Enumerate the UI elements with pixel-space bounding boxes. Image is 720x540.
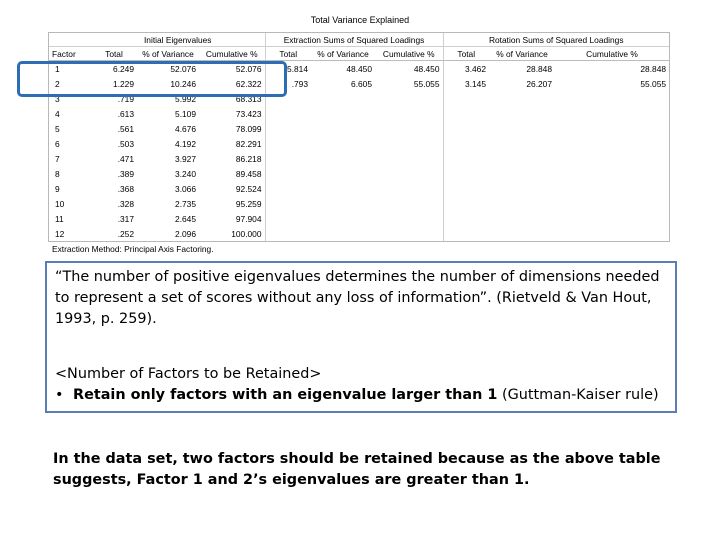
value-cell: 55.055	[640, 78, 667, 89]
value-cell	[311, 226, 375, 241]
value-cell	[265, 166, 311, 181]
value-cell: 86.218	[235, 153, 262, 164]
column-header: % of Variance	[137, 47, 199, 61]
group-header-initial: Initial Eigenvalues	[91, 33, 265, 47]
group-header-rotation: Rotation Sums of Squared Loadings	[443, 33, 669, 47]
value-cell	[265, 196, 311, 211]
retention-bullet	[55, 385, 667, 406]
value-cell: 68.313	[235, 93, 262, 104]
value-cell: .793	[265, 76, 311, 91]
value-cell	[265, 226, 311, 241]
value-cell	[311, 181, 375, 196]
table-row	[49, 121, 669, 136]
value-cell: 55.055	[413, 78, 440, 89]
value-cell: 2.096	[175, 228, 196, 239]
value-cell: 28.848	[526, 63, 552, 74]
value-cell: 4.676	[175, 123, 196, 134]
value-cell	[443, 181, 489, 196]
value-cell	[443, 136, 489, 151]
value-cell	[265, 136, 311, 151]
value-cell: .719	[117, 93, 134, 104]
factor-cell: 4	[55, 108, 60, 119]
table-row	[49, 106, 669, 121]
value-cell: 100.000	[231, 228, 262, 239]
value-cell	[555, 121, 669, 136]
value-cell	[265, 181, 311, 196]
column-header: Total	[443, 47, 489, 61]
value-cell: 89.458	[235, 168, 262, 179]
value-cell	[375, 91, 443, 106]
value-cell	[489, 121, 555, 136]
value-cell: 5.814	[265, 61, 311, 77]
value-cell	[375, 106, 443, 121]
factor-cell: 3	[55, 93, 60, 104]
factor-highlight-box	[17, 61, 287, 97]
value-cell: .471	[117, 153, 134, 164]
factor-cell: 5	[55, 123, 60, 134]
value-cell: 52.076	[170, 63, 196, 74]
value-cell: 26.207	[526, 78, 552, 89]
value-cell	[443, 106, 489, 121]
value-cell	[555, 211, 669, 226]
column-header: Cumulative %	[555, 47, 669, 61]
value-cell	[555, 106, 669, 121]
column-header: Factor	[49, 47, 91, 61]
value-cell: 5.992	[175, 93, 196, 104]
value-cell	[489, 106, 555, 121]
value-cell: .503	[117, 138, 134, 149]
value-cell	[375, 151, 443, 166]
value-cell: 62.322	[235, 78, 262, 89]
value-cell: .613	[117, 108, 134, 119]
factor-cell: 8	[55, 168, 60, 179]
value-cell: .317	[117, 213, 134, 224]
factor-cell: 7	[55, 153, 60, 164]
value-cell	[443, 121, 489, 136]
bullet-bold-text: Retain only factors with an eigenvalue larger than 1	[73, 387, 498, 403]
group-header-row	[49, 33, 669, 47]
factor-cell: 2	[55, 78, 60, 89]
value-cell	[489, 166, 555, 181]
column-header: % of Variance	[489, 47, 555, 61]
value-cell	[375, 181, 443, 196]
value-cell: 52.076	[235, 63, 262, 74]
bullet-marker: •	[55, 387, 64, 403]
quote-text: “The number of positive eigenvalues determines the number of dimensions needed to represent a set of scores without any loss of information”. (Rietveld & Van Hout, 1993, p. 259).	[55, 269, 660, 327]
value-cell: 95.259	[235, 198, 262, 209]
value-cell: 2.735	[175, 198, 196, 209]
value-cell	[555, 166, 669, 181]
value-cell	[311, 106, 375, 121]
value-cell	[375, 136, 443, 151]
value-cell: 1.229	[113, 78, 134, 89]
column-header: Cumulative %	[375, 47, 443, 61]
value-cell	[555, 136, 669, 151]
table-row	[49, 151, 669, 166]
value-cell: .561	[117, 123, 134, 134]
value-cell: 97.904	[235, 213, 262, 224]
value-cell	[443, 196, 489, 211]
value-cell	[311, 211, 375, 226]
value-cell	[311, 166, 375, 181]
value-cell: .368	[117, 183, 134, 194]
column-header-row	[49, 47, 669, 61]
factor-cell: 10	[55, 198, 65, 209]
value-cell	[265, 211, 311, 226]
value-cell: .328	[117, 198, 134, 209]
table-row	[49, 181, 669, 196]
value-cell: 10.246	[170, 78, 196, 89]
value-cell: 48.450	[346, 63, 372, 74]
value-cell: 3.240	[175, 168, 196, 179]
column-header: % of Variance	[311, 47, 375, 61]
value-cell: 82.291	[235, 138, 262, 149]
explanation-textbox	[45, 261, 677, 413]
column-header: Total	[265, 47, 311, 61]
value-cell: .252	[117, 228, 134, 239]
value-cell	[489, 211, 555, 226]
value-cell: 6.249	[113, 63, 134, 74]
value-cell	[375, 166, 443, 181]
value-cell	[443, 211, 489, 226]
table-row	[49, 196, 669, 211]
value-cell	[375, 196, 443, 211]
factor-cell: 9	[55, 183, 60, 194]
value-cell	[443, 166, 489, 181]
bullet-rule-text: (Guttman-Kaiser rule)	[497, 387, 659, 403]
value-cell	[311, 196, 375, 211]
value-cell	[489, 151, 555, 166]
factor-cell: 6	[55, 138, 60, 149]
value-cell: 28.848	[640, 63, 667, 74]
table-title: Total Variance Explained	[310, 15, 410, 25]
value-cell	[311, 151, 375, 166]
value-cell	[265, 121, 311, 136]
table-row	[49, 226, 669, 241]
value-cell	[311, 136, 375, 151]
factor-cell: 12	[55, 228, 65, 239]
value-cell: 48.450	[413, 63, 440, 74]
value-cell: 92.524	[235, 183, 262, 194]
value-cell	[555, 91, 669, 106]
value-cell	[443, 226, 489, 241]
value-cell: 3.927	[175, 153, 196, 164]
conclusion-text: In the data set, two factors should be retained because as the above table suggests, Factor 1 and 2’s eigenvalues are greater than 1.	[53, 451, 661, 488]
value-cell	[489, 226, 555, 241]
table-row	[49, 211, 669, 226]
value-cell	[489, 196, 555, 211]
value-cell: 3.462	[443, 61, 489, 77]
value-cell	[311, 91, 375, 106]
value-cell	[489, 181, 555, 196]
value-cell: 5.109	[175, 108, 196, 119]
table-row	[49, 166, 669, 181]
value-cell	[489, 91, 555, 106]
value-cell	[375, 211, 443, 226]
value-cell: 3.145	[443, 76, 489, 91]
value-cell	[555, 151, 669, 166]
value-cell	[265, 151, 311, 166]
value-cell: .389	[117, 168, 134, 179]
value-cell: 73.423	[235, 108, 262, 119]
value-cell: 2.645	[175, 213, 196, 224]
value-cell	[443, 91, 489, 106]
value-cell	[555, 226, 669, 241]
factor-cell: 11	[55, 213, 64, 224]
value-cell: 6.605	[351, 78, 372, 89]
factor-cell: 1	[55, 63, 60, 74]
table-row	[49, 136, 669, 151]
value-cell	[555, 196, 669, 211]
value-cell	[443, 151, 489, 166]
retention-heading: <Number of Factors to be Retained>	[55, 366, 322, 382]
value-cell	[375, 121, 443, 136]
value-cell	[265, 106, 311, 121]
value-cell: 78.099	[235, 123, 262, 134]
value-cell: 4.192	[175, 138, 196, 149]
value-cell: 3.066	[175, 183, 196, 194]
value-cell	[375, 226, 443, 241]
value-cell	[489, 136, 555, 151]
value-cell	[555, 181, 669, 196]
column-header: Total	[91, 47, 137, 61]
column-header: Cumulative %	[199, 47, 265, 61]
group-header-extraction: Extraction Sums of Squared Loadings	[265, 33, 443, 47]
value-cell	[311, 121, 375, 136]
table-footnote: Extraction Method: Principal Axis Factoring.	[52, 244, 214, 254]
